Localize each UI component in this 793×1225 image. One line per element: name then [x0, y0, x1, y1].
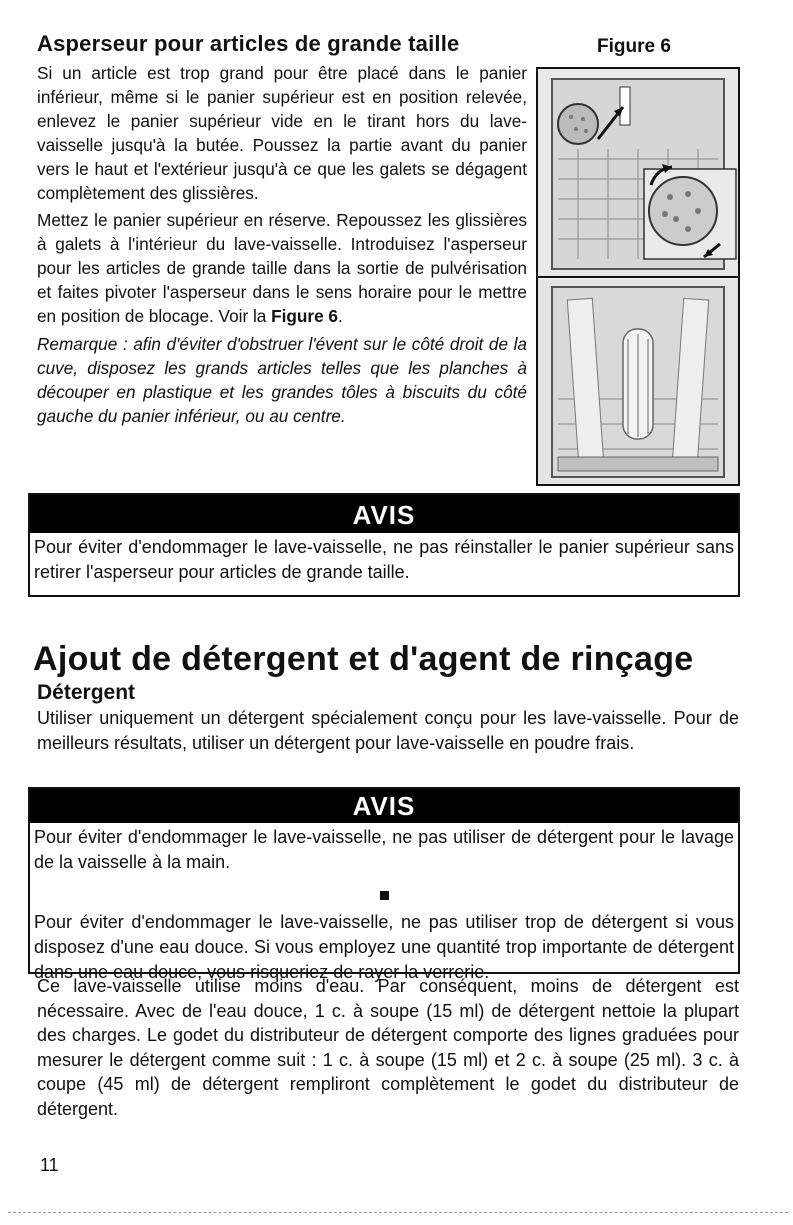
figure-reference: Figure 6	[271, 306, 338, 327]
instructions-paragraph-2-text: Mettez le panier supérieur en réserve. Repoussez les glissières à galets à l'intérieur du lave-vaisselle. Introduisez l'asperseur pour les articles de grande taille dans la sortie de pulvérisation et faites pivoter l'asperseur dans le sens horaire pour le mettre en position de blocage. Voir la	[37, 210, 527, 327]
instructions-column	[37, 62, 527, 433]
avis-notice-2	[28, 787, 740, 982]
detergent-subtitle: Détergent	[37, 681, 136, 704]
figure-label: Figure 6	[597, 36, 671, 57]
detergent-amount-paragraph: Ce lave-vaisselle utilise moins d'eau. Par conséquent, moins de détergent est nécessaire. Avec de l'eau douce, 1 c. à soupe (15 ml) de détergent nettoie la plupart des charges. Le godet du distributeur de détergent comporte des lignes graduées pour mesurer le détergent comme suit : 1 c. à soupe (15 ml) et 2 c. à soupe (25 ml). 3 c. à coupe (45 ml) de détergent rempliront complètement le godet du distributeur de détergent.	[37, 976, 739, 1119]
avis-text-2: Pour éviter d'endommager le lave-vaisselle, ne pas utiliser trop de détergent si vous disposez d'une eau douce. Si vous employez une quantité trop importante de détergent dans une eau douce, vous risqueriez de rayer la verrerie.	[34, 912, 734, 982]
instructions-paragraph-2-end: .	[337, 306, 343, 327]
avis-text: Pour éviter d'endommager le lave-vaisselle, ne pas réinstaller le panier supérieur sans retirer l'asperseur pour articles de grande taille.	[34, 537, 734, 582]
figure-6-illustration	[536, 67, 740, 486]
note-paragraph: Remarque : afin d'éviter d'obstruer l'évent sur le côté droit de la cuve, disposez les grands articles telles que les planches à découper en plastique et les grandes tôles à biscuits du côté gauche du panier inférieur, ou au centre.	[37, 333, 527, 426]
footer-line	[8, 1212, 788, 1213]
bottom-dishwasher-photo	[538, 279, 738, 484]
main-title: Ajout de détergent et d'agent de rinçage	[33, 640, 694, 678]
section-title: Asperseur pour articles de grande taille	[37, 31, 460, 56]
bullet-separator	[380, 891, 389, 900]
avis-heading: AVIS	[30, 495, 738, 533]
top-dishwasher-photo	[538, 69, 738, 277]
avis-heading: AVIS	[30, 789, 738, 823]
instructions-paragraph-1: Si un article est trop grand pour être placé dans le panier inférieur, même si le panier supérieur est en position relevée, enlevez le panier supérieur vide en le tirant hors du lave-vaisselle jusqu'à la butée. Poussez la partie avant du panier vers le haut et l'extérieur jusqu'à ce que les galets se dégagent complètement des glissières.	[37, 63, 527, 203]
detergent-paragraph: Utiliser uniquement un détergent spécialement conçu pour les lave-vaisselle. Pour de meilleurs résultats, utiliser un détergent pour lave-vaisselle en poudre frais.	[37, 708, 739, 753]
avis-text-1: Pour éviter d'endommager le lave-vaisselle, ne pas utiliser de détergent pour le lavage de la vaisselle à la main.	[34, 827, 734, 872]
page-number: 11	[40, 1155, 59, 1175]
avis-notice-1	[28, 493, 740, 597]
instructions-paragraph-2	[37, 209, 527, 329]
